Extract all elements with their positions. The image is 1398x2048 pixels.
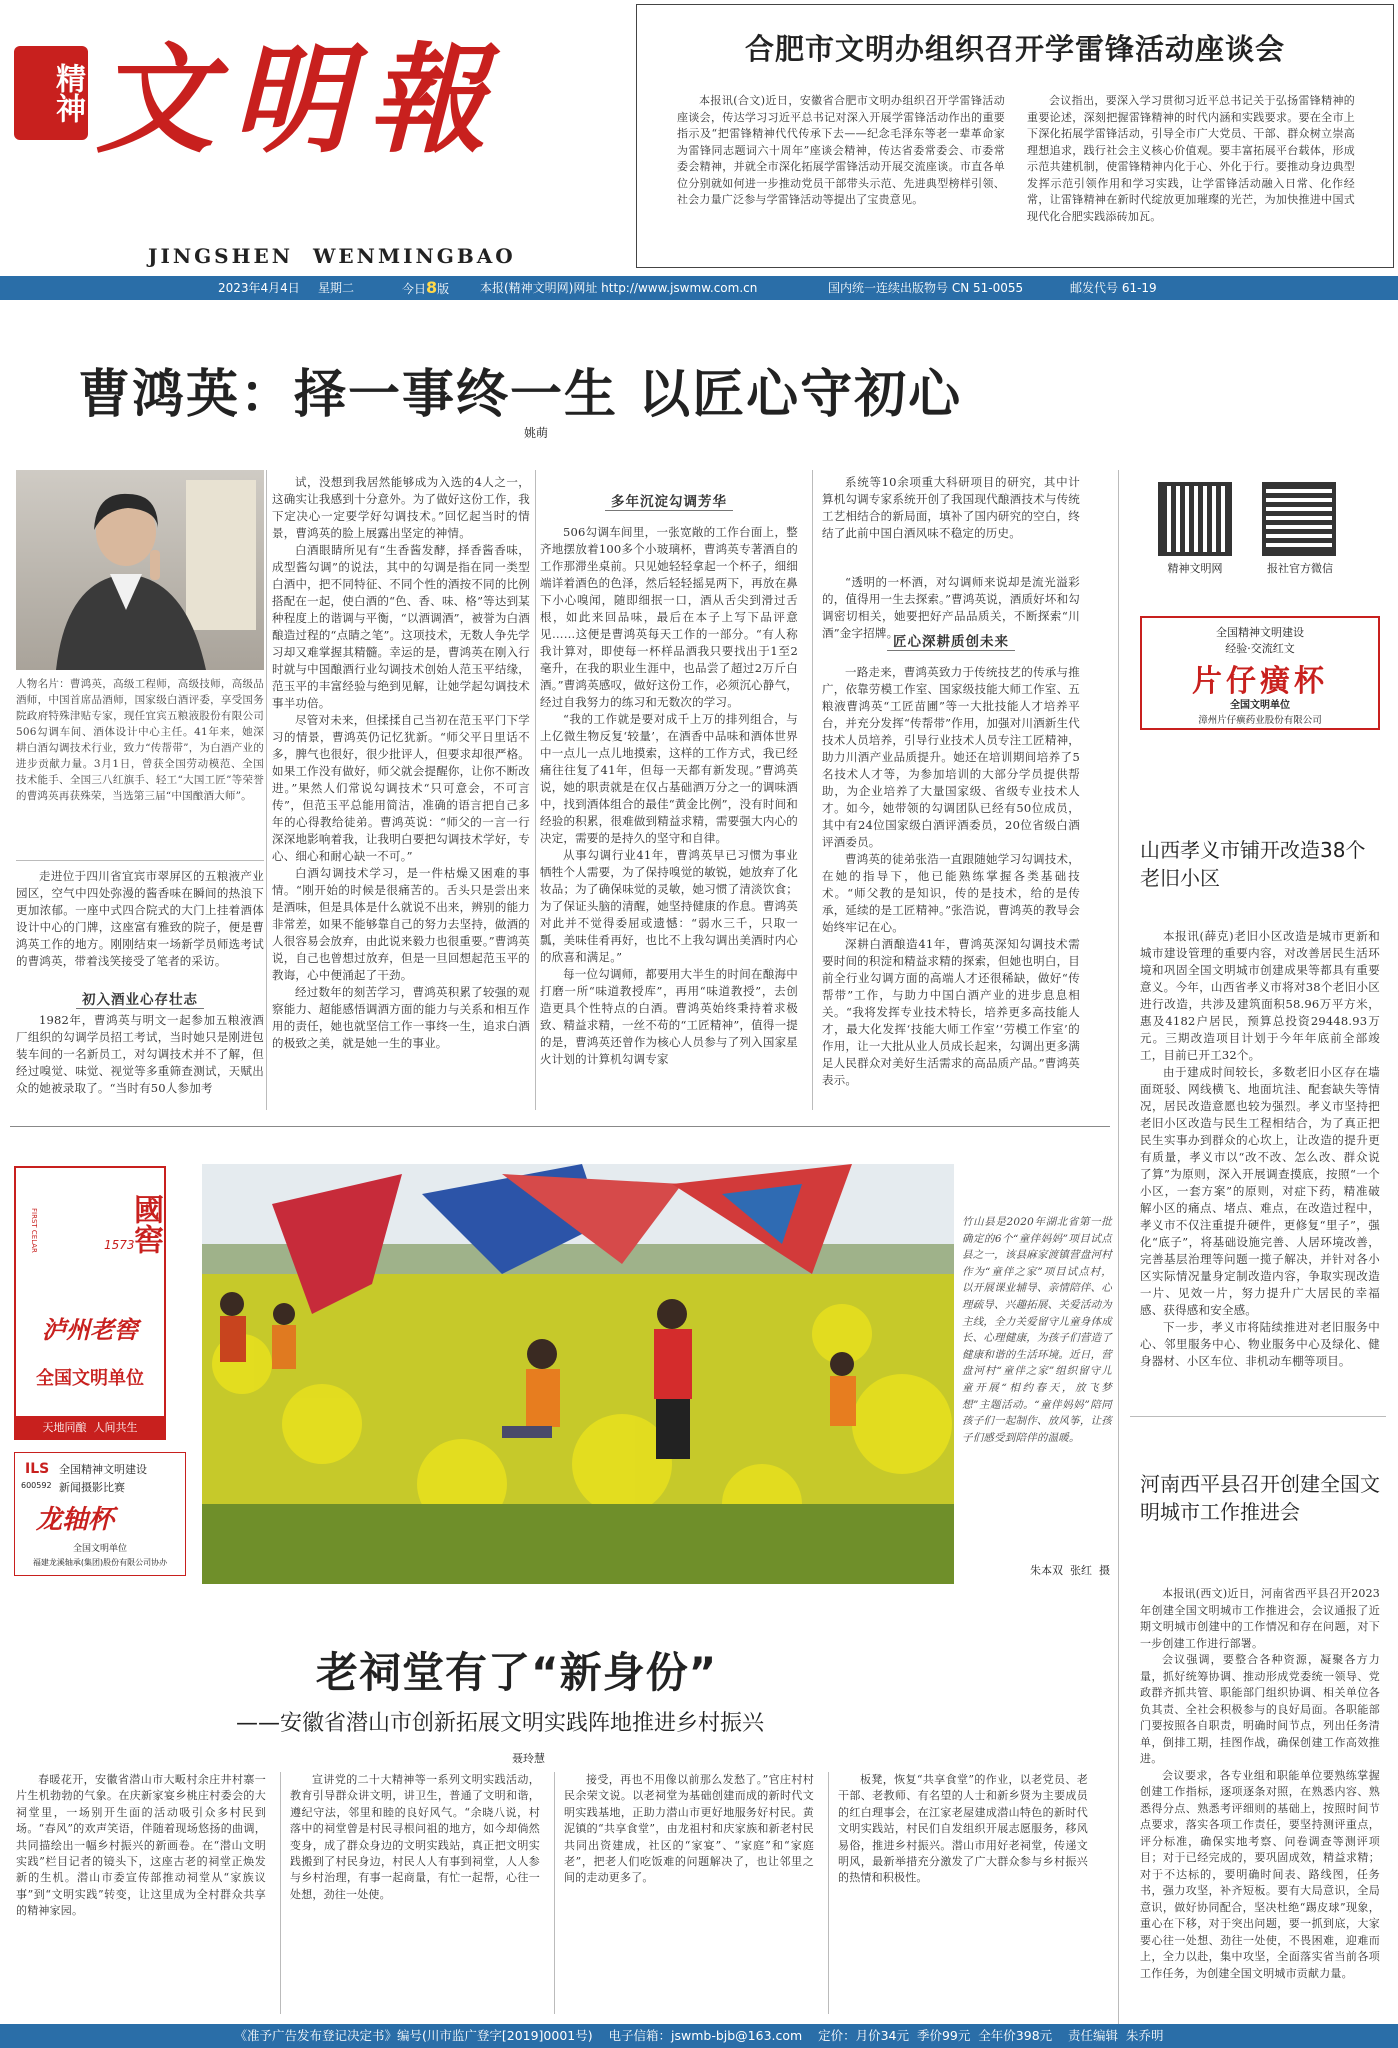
henan-body: 本报讯(西文)近日，河南省西平县召开2023年创建全国文明城市工作推进会，会议通报了近期文明城市创建中的工作情况和存在问题，对下一步创建工作进行部署。 会议强调，要整合各种资源，凝聚各方力量，抓好统筹协调、推动形成党委统一领导、党政群齐抓共管、职能部门组织协调、相关单位各负其责、全社会积极参与的良好局面。各职能部门要按照各自职责，明确时间节点，列出任务清单，倒排工期，挂图作战，确保创建工作高效推进。 会议要求，各专业组和职能单位要熟练掌握创建工作指标，逐项逐条对照，在熟悉内容、熟悉得分点、熟悉考评细则的基础上，按照时间节点要求，落实各项工作责任，要坚持测评重点，评分标准，确保实地考察、问卷调查等测评项目；对于已经完成的，要巩固成效，精益求精；对于不达标的，要明确时间表、路线图，任务书，强力攻坚，补齐短板。要有大局意识，全局意识，做好协同配合，坚决杜绝“踢皮球”现象，重心在下移，对于突出问题，要一抓到底，大家要心往一处想、劲往一处使，不畏困难，迎难而上，全力以赴，集中攻坚，全面落实省当前各项工作任务，为创建全国文明城市贡献力量。 xyxy=(1140,1587,1380,1980)
cn-number: 国内统一连续出版物号 CN 51-0055 xyxy=(828,281,1024,295)
ad2-line: 泸州老窖 xyxy=(42,1315,138,1344)
lead-col-1b: 1982年，曹鸿英与明文一起参加五粮液酒厂组织的勾调学员招工考试，当时她只是刚进包装车间的一名新员工，对勾调技术并不了解，但经过嗅觉、味觉、视觉等多重筛查测试，天赋出众的她被录取了。“当时有50人参加考 xyxy=(16,1013,264,1095)
ad2-slogan: 天地同酿 人间共生 xyxy=(16,1416,164,1440)
qr-label-2: 报社官方微信 xyxy=(1267,562,1333,575)
ad3-company: 福建龙溪轴承(集团)股份有限公司协办 xyxy=(32,1558,168,1567)
qr-code-2[interactable] xyxy=(1262,482,1336,556)
website-info: 本报(精神文明网)网址 http://www.jswmw.com.cn xyxy=(480,281,758,295)
kite-photo xyxy=(202,1164,954,1584)
bottom-headline: 老祠堂有了“新身份” xyxy=(316,1648,718,1697)
top-news-col-2: 会议指出，要深入学习贯彻习近平总书记关于弘扬雷锋精神的重要论述，深刻把握雷锋精神的时代内涵和实践要求。要在全市上下深化拓展学雷锋活动，引导全市广大党员、干部、群众树立崇高理想追求，践行社会主义核心价值观。要丰富拓展平台载体，形成示范共建机制，使雷锋精神内化于心、外化于行。要推动身边典型发挥示范引领作用和学习实践，让学雷锋活动融入日常、化作经常，让雷锋精神在新时代绽放更加璀璨的光芒，为加快推进中国式现代化合肥实践添砖加瓦。 xyxy=(1027,94,1355,223)
bottom-col-4: 板凳，恢复“共享食堂”的作业，以老党员、老干部、老教师、有名望的人士和新乡贤为主要成员的红白理事会，在江家老屋建成潜山特色的新时代文明实践站，村民们自发组织开展志愿服务，移风易俗，推进乡村振兴。潜山市用好老祠堂，传递文明风，最新举措充分激发了广大群众参与乡村振兴的热情和积极性。 xyxy=(838,1773,1088,1885)
ad3-code: 600592 xyxy=(21,1481,52,1490)
bottom-col-2: 宣讲党的二十大精神等一系列文明实践活动，教育引导群众讲文明，讲卫生，普通了文明和谐，遵纪守法，邻里和睦的良好风气。“余晓八说，村落中的祠堂曾是村民寻根问祖的地方，如今却倘然变身，成了群众身边的文明实践站，真正把文明实践搬到了村民身边，村民人人有事到祠堂，人人参与乡村治理，有事一起商量，有忙一起帮，心往一处想，劲往一处使。 xyxy=(290,1773,540,1901)
ad3-line-2: 新闻摄影比赛 xyxy=(59,1481,125,1494)
ad2-year: 1573 xyxy=(104,1238,135,1252)
bottom-subtitle: ——安徽省潜山市创新拓展文明实践阵地推进乡村振兴 xyxy=(236,1711,765,1736)
photo-caption: 竹山县是2020年湖北省第一批确定的6个“童伴妈妈”项目试点县之一，该县麻家渡镇营盘河村作为“童伴之家”项目试点村，以开展课业辅导、亲情陪伴、心理疏导、兴趣拓展、关爱活动为主线，全力关爱留守儿童身体成长、心理健康，为孩子们营造了健康和谐的生活环境。近日，营盘河村“童伴之家”组织留守儿童开展“相约春天，放飞梦想”主题活动。“童伴妈妈”陪同孩子们一起制作、放风筝，让孩子们感受到陪伴的温暖。 xyxy=(962,1216,1112,1444)
ad1-line-2: 经验·交流红文 xyxy=(1225,642,1295,655)
subhead-2: 多年沉淀勾调芳华 xyxy=(540,490,798,510)
top-news-box xyxy=(636,4,1394,268)
lead-col-3: 506勾调车间里，一张宽敞的工作台面上，整齐地摆放着100多个小玻璃杯，曹鸿英专著酒自的工作那滞坐桌前。只见她轻轻拿起一个杯子，细细端详着酒色的色泽，然后轻轻摇晃两下，再放在鼻下小心嗅闻，随即细抿一口，酒从舌尖到滑过舌根，如此来回品味，最后在本子上写下品评意见……这便是曹鸿英每天工作的一部分。“有人称我计算对，即使每一杯样品酒我只要找出于1至2毫升，在我的职业生涯中，也品尝了超过2万斤白酒。”曹鸿英感叹，做好这份工作，必须沉心静气，经过自我努力的练习和无数次的学习。 “我的工作就是要对成千上万的排列组合，与上亿微生物反复‘较量’，在酒香中品味和酒体世界中一点儿一点儿地摸索，这样的工作方式，我已经痛往往复了41年，但每一天都有新发现。”曹鸿英说，她的职责就是在仅占基础酒万分之一的调味酒中，找到酒体组合的最佳“黄金比例”，没有时间和经验的积累，很难做到精益求精，需要强大内心的决定，需要的是持久的坚守和自律。 从事勾调行业41年，曹鸿英早已习惯为事业牺牲个人需要，为了保持嗅觉的敏锐，她放弃了化妆品；为了确保味觉的灵敏，她习惯了清淡饮食；为了保证头脑的清醒，她坚持健康的作息。曹鸿英对此并不觉得委屈或遗憾：“弱水三千，只取一瓢，美味佳肴再好，也比不上我勾调出美酒时内心的欣喜和满足。” 每一位勾调师，都要用大半生的时间在酿海中打磨一所“味道教授库”，再用“味道教授”，去创造更具个性特点的白酒。曹鸿英始终秉持着求极致、精益求精，一丝不苟的“工匠精神”，值得一提的是，曹鸿英还曾作为核心人员参与了列入国家星火计划的计算机勾调专家 xyxy=(540,525,798,1066)
shanxi-body: 本报讯(薛克)老旧小区改造是城市更新和城市建设管理的重要内容，对改善居民生活环境和巩固全国文明城市创建成果等都具有重要意义。今年，山西省孝义市将对38个老旧小区进行改造，共涉及建筑面积58.96万平方米，惠及4182户居民，预算总投资29448.93万元。三期改造项目计划于今年年底前全部竣工，目前已开工32个。 由于建成时间较长，多数老旧小区存在墙面斑驳、网线横飞、地面坑洼、配套缺失等情况，居民改造意愿也较为强烈。孝义市坚持把老旧小区改造与民生工程相结合，为了真正把民生实事办到群众的心坎上，让改造的提升更有质量，孝义市以“改不改、怎么改、群众说了算”为原则，深入开展调查摸底，按照“一个小区，一套方案”的原则，对症下药，精准破解小区的痛点、堵点、难点，在改造过程中，孝义市不仅注重提升硬件，更修复“里子”，强化“底子”，将基础设施完善、人居环境改善，完善基层治理等问题一揽子解决，并针对各小区实际情况量身定制改造内容，争取实现改造一片、见效一片，努力提升广大居民的幸福感、获得感和安全感。 下一步，孝义市将陆续推进对老旧服务中心、邻里服务中心、物业服务中心及绿化、健身器材、小区车位、非机动车棚等项目。 xyxy=(1140,929,1380,1368)
ad1-line-1: 全国精神文明建设 xyxy=(1216,626,1304,639)
lead-author: 姚萌 xyxy=(524,426,549,440)
masthead-title: 文明報 xyxy=(96,30,505,169)
masthead xyxy=(0,0,632,272)
qr-code-1[interactable] xyxy=(1158,482,1232,556)
today-pages: 今日8版 xyxy=(402,278,450,297)
bottom-author: 聂玲慧 xyxy=(512,1752,545,1765)
ad2-brand: 國窖 xyxy=(128,1194,163,1254)
ad3-brand: 龙轴杯 xyxy=(35,1505,114,1535)
lead-col-4c: 一路走来，曹鸿英致力于传统技艺的传承与推广，依靠劳模工作室、国家级技能大师工作室、五粮液曹鸿英“工匠苗圃”等一大批技能人才培养平台，并充分发挥“传帮带”作用，加强对川酒新生代技术人员培养，引导行业技术人员专注工匠精神，助力川酒产业品质提升。她还在培训期间培养了5名技术人才等，为参加培训的大部分学员提供帮助，为企业培养了大量国家级、省级专业技术人才。如今，她带领的勾调团队已经有50位成员，其中有24位国家级白酒评酒委员，20位省级白酒评酒委员。 曹鸿英的徒弟张浩一直跟随她学习勾调技术，在她的指导下，他已能熟练掌握各类基础技术。“师父教的是知识，传的是技术，给的是传承，延续的是工匠精神。”张浩说，曹鸿英的教导会始终牢记在心。 深耕白酒酿造41年，曹鸿英深知勾调技术需要时间的积淀和精益求精的探索，但她也明白，目前全行业勾调方面的高端人才还很稀缺，做好“传帮带”工作，与助力中国白酒产业的进步息息相关。“我将发挥专业技术特长，培养更多高技能人才，最大化发挥‘技能大师工作室’‘劳模工作室’的作用，让一大批从业人员成长起来，勾调出更多满足人民群众对美好生活需求的高品质产品。”曹鸿英表示。 xyxy=(822,665,1080,1087)
shanxi-title: 山西孝义市铺开改造38个老旧小区 xyxy=(1140,838,1366,890)
person-illustration xyxy=(16,470,264,670)
footer-bar: 《准予广告发布登记决定书》编号(川市监广登字[2019]0001号) 电子信箱：jswmb-bjb@163.com 定价：月价34元 季价99元 全年价398元 责任编辑 朱乔明 xyxy=(0,2024,1398,2048)
top-news-title: 合肥市文明办组织召开学雷锋活动座谈会 xyxy=(744,32,1285,66)
ad3-unit: 全国文明单位 xyxy=(72,1544,127,1554)
masthead-pinyin: JINGSHEN WENMINGBAO xyxy=(148,244,516,268)
ad2-unit: 全国文明单位 xyxy=(36,1368,144,1389)
lead-col-2: 试，没想到我居然能够成为入选的4人之一，这确实让我感到十分意外。为了做好这份工作，我下定决心一定要学好勾调技术。”回忆起当时的情景，曹鸿英的脸上展露出坚定的神情。 白酒眼睛所见有“生香酱发酵，择香酱香味，成型酱勾调”的说法，其中的勾调是指在同一类型白酒中，把不同特征、不同个性的酒按不同的比例搭配在一起，使白酒的“色、香、味、格”等达到某种程度上的谐调与平衡，“以酒调酒”，被誉为白酒酿造过程的“点睛之笔”。这项技术，无数人争先学习却又难掌握其精髓。幸运的是，曹鸿英在刚入行时就与中国酿酒行业勾调技术创始人范玉平结缘，范玉平的丰富经验与绝到见解，让她学起勾调技术事半功倍。 尽管对未来，但揉揉自己当初在范玉平门下学习的情景，曹鸿英仍记忆犹新。“师父平日里话不多，脾气也很好，很少批评人，但要求却很严格。如果工作没有做好，师父就会提醒你，让你不断改进。”果然人们常说勾调技术“只可意会，不可言传”，但范玉平总能用简洁，准确的语言把自己多年的心得教给徒弟。曹鸿英说：“师父的一言一行深深地影响着我，让我明白要把勾调技术学好，专心、细心和耐心缺一不可。” 白酒勾调技术学习，是一件枯燥又困难的事情。“刚开始的时候是很痛苦的。舌头只是尝出来是酒味，但是具体是什么就说不出来，辨别的能力非常差，如果不能够靠自己的努力去坚持，做酒的人很容易会放弃，由此说来毅力也很重要。”曹鸿英说，自己也曾想过放弃，但是一旦回想起范玉平的教诲，心中便涌起了干劲。 经过数年的刻苦学习，曹鸿英积累了较强的观察能力、超能感悟调酒方面的能力与关系和相互作用的责任，她也就坚信工作一事终一生，追求白酒的极致之美，就是她一生的事业。 xyxy=(272,475,530,1050)
portrait-photo xyxy=(16,470,264,670)
kite-scene xyxy=(202,1164,954,1584)
ad1-unit: 全国文明单位 xyxy=(1230,700,1290,711)
lead-col-4b: “透明的一杯酒，对勾调师来说却是流光溢彩的，值得用一生去探索。”曹鸿英说，酒质好坏和勾调密切相关，她要把好产品品质关，不断探索“川酒”金字招牌。 xyxy=(822,575,1080,640)
lead-col-4: 系统等10余项重大科研项目的研究，其中计算机勾调专家系统开创了我国现代酿酒技术与传统工艺相结合的新局面，填补了国内研究的空白，终结了此前中国白酒风味不稳定的历史。 xyxy=(822,475,1080,540)
info-bar xyxy=(0,276,1398,300)
post-code: 邮发代号 61-19 xyxy=(1070,281,1157,295)
ad3-logo: ILS xyxy=(25,1461,50,1477)
bottom-col-3: 接受，再也不用像以前那么发愁了。”官庄村村民余荣文说。以老祠堂为基础创建而成的新时代文明实践基地，正助力潜山市更好地服务好村民。黄泥镇的“共享食堂”，由龙祖村和庆家族和新老村民共同出资建成，社区的“家宴”、“家庭”和“家庭老”，把老人们吃饭难的问题解决了，也让邻里之间的走动更多了。 xyxy=(564,1773,814,1885)
masthead-seal: 精神 xyxy=(14,46,88,140)
subhead-3: 匠心深耕质创未来 xyxy=(822,630,1080,650)
henan-title: 河南西平县召开创建全国文明城市工作推进会 xyxy=(1140,1472,1380,1524)
issue-date: 2023年4月4日 xyxy=(218,281,300,295)
ad1-brand: 片仔癀杯 xyxy=(1192,664,1328,699)
photo-credit: 朱本双 张红 摄 xyxy=(1030,1564,1110,1577)
issue-weekday: 星期二 xyxy=(318,281,355,295)
ad1-company: 漳州片仔癀药业股份有限公司 xyxy=(1198,715,1322,726)
longzhou-ad[interactable] xyxy=(14,1452,186,1576)
luzhou-laojiao-ad[interactable] xyxy=(14,1166,166,1440)
bio-card: 人物名片：曹鸿英，高级工程师，高级技师，高级品酒师，中国首席品酒师，国家级白酒评委，享受国务院政府特殊津贴专家，现任宜宾五粮液股份有限公司506勾调车间、酒体设计中心主任。41年来，她深耕白酒勾调技术行业，致力“传帮带”，为白酒产业的进步贡献力量。3月1日，曾获全国劳动模范、全国技术能手、全国三八红旗手、轻工“大国工匠”等荣誉的曹鸿英再获殊荣，当选第三届“中国酿酒大师”。 xyxy=(16,678,264,802)
pianzaihuang-ad[interactable] xyxy=(1140,616,1380,730)
bottom-col-1: 春暖花开，安徽省潜山市大畈村余庄井村寨一片生机勃勃的气象。在庆新家宴乡桃庄村委会的大祠堂里，一场别开生面的活动吸引众多村民到场。“春风”的欢声笑语，伴随着现场悠扬的曲调，共同描绘出一幅乡村振兴的新画卷。在“潜山文明实践”栏目记者的镜头下，这座古老的祠堂正焕发新的生机。潜山市委宣传部推动祠堂从“家族议事”到“文明实践”转变，让这里成为全村群众共享的精神家园。 xyxy=(16,1773,266,1918)
top-news-col-1: 本报讯(合文)近日，安徽省合肥市文明办组织召开学雷锋活动座谈会，传达学习习近平总书记对深入开展学雷锋活动作出的重要指示及“把雷锋精神代代传承下去——纪念毛泽东等老一辈革命家为雷锋同志题词六十周年”座谈会精神，传达省委常委会、市委常委会精神，并就全市深化拓展学雷锋活动开展交流座谈。市直各单位分别就如何进一步推动党员干部带头示范、先进典型榜样引领、社会力量广泛参与学雷锋活动等提出了宝贵意见。 xyxy=(677,94,1005,206)
qr-label-1: 精神文明网 xyxy=(1167,562,1223,575)
lead-col-1: 走进位于四川省宜宾市翠屏区的五粮液产业园区，空气中四处弥漫的酱香味在瞬间的热浪下更加浓郁。一座中式四合院式的大门上挂着酒体设计中心的门牌，这座富有雅致的院子，便是曹鸿英工作的地方。刚刚结束一场新学员师选考试的曹鸿英，带着浅笑接受了笔者的采访。 xyxy=(16,869,264,968)
lead-headline: 曹鸿英：择一事终一生 以匠心守初心 xyxy=(78,365,963,425)
ad2-side: FIRST CELAR xyxy=(30,1208,38,1253)
ad3-line-1: 全国精神文明建设 xyxy=(59,1463,147,1476)
subhead-1: 初入酒业心存壮志 xyxy=(16,988,264,1008)
